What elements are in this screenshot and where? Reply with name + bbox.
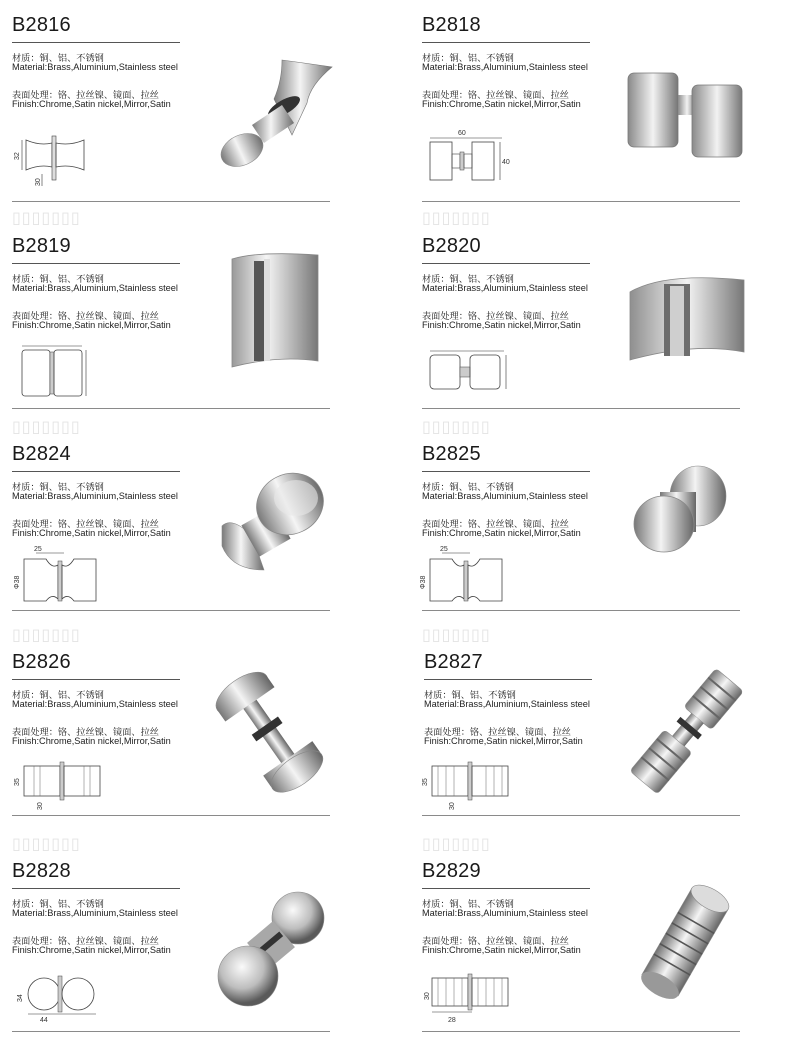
title-underline [12,42,180,43]
title-underline [422,263,590,264]
product-photo-b2818 [622,65,752,175]
section-divider [12,1031,330,1032]
product-photo-b2825 [630,462,730,572]
watermark-text: ▯▯▯▯▯▯▯ [12,625,81,644]
material-cn: 材质：铜、铝、不锈钢 [422,899,514,909]
finish-en: Finish:Chrome,Satin nickel,Mirror,Satin [422,528,581,538]
dimension-label: 30 [424,992,431,1000]
material-cn: 材质：铜、铝、不锈钢 [12,274,104,284]
material-cn: 材质：铜、铝、不锈钢 [424,690,516,700]
title-underline [422,42,590,43]
product-photo-b2816 [212,55,342,185]
dimension-label: 28 [448,1017,456,1024]
material-en: Material:Brass,Aluminium,Stainless steel [12,283,178,293]
finish-cn: 表面处理：铬、拉丝镍、镜面、拉丝 [424,727,571,737]
product-code: B2828 [12,860,71,882]
dimension-drawing [420,972,520,1027]
dimension-label: 25 [440,546,448,553]
finish-cn: 表面处理：铬、拉丝镍、镜面、拉丝 [422,90,569,100]
title-underline [12,263,180,264]
product-code: B2827 [424,651,483,673]
dimension-drawing [422,126,532,186]
finish-en: Finish:Chrome,Satin nickel,Mirror,Satin [12,736,171,746]
dimension-label: 30 [449,802,456,810]
product-photo-b2829 [630,880,740,1005]
finish-en: Finish:Chrome,Satin nickel,Mirror,Satin [422,99,581,109]
product-photo-b2819 [228,245,328,375]
product-code: B2816 [12,14,71,36]
watermark-text: ▯▯▯▯▯▯▯ [422,625,491,644]
dimension-drawing [12,543,112,605]
title-underline [422,888,590,889]
finish-en: Finish:Chrome,Satin nickel,Mirror,Satin [12,320,171,330]
material-cn: 材质：铜、铝、不锈钢 [12,899,104,909]
finish-en: Finish:Chrome,Satin nickel,Mirror,Satin [12,945,171,955]
dimension-label: 30 [37,802,44,810]
dimension-drawing [14,340,104,400]
dimension-label: Φ38 [420,575,427,589]
finish-en: Finish:Chrome,Satin nickel,Mirror,Satin [422,945,581,955]
watermark-text: ▯▯▯▯▯▯▯ [422,208,491,227]
material-cn: 材质：铜、铝、不锈钢 [422,53,514,63]
finish-en: Finish:Chrome,Satin nickel,Mirror,Satin [12,99,171,109]
finish-en: Finish:Chrome,Satin nickel,Mirror,Satin [422,320,581,330]
finish-cn: 表面处理：铬、拉丝镍、镜面、拉丝 [12,936,159,946]
material-cn: 材质：铜、铝、不锈钢 [12,690,104,700]
product-photo-b2827 [624,664,749,799]
title-underline [12,679,180,680]
section-divider [12,610,330,611]
dimension-label: 40 [502,159,510,166]
material-en: Material:Brass,Aluminium,Stainless steel [424,699,590,709]
material-en: Material:Brass,Aluminium,Stainless steel [422,283,588,293]
watermark-text: ▯▯▯▯▯▯▯ [422,834,491,853]
title-underline [12,471,180,472]
material-cn: 材质：铜、铝、不锈钢 [12,482,104,492]
material-cn: 材质：铜、铝、不锈钢 [12,53,104,63]
dimension-label: 25 [34,546,42,553]
section-divider [12,815,330,816]
product-code: B2819 [12,235,71,257]
material-en: Material:Brass,Aluminium,Stainless steel [12,62,178,72]
dimension-drawing [12,130,112,190]
dimension-drawing [424,345,524,395]
title-underline [424,679,592,680]
title-underline [422,471,590,472]
product-code: B2820 [422,235,481,257]
section-divider [422,815,740,816]
dimension-drawing [416,543,516,605]
product-photo-b2826 [210,668,330,798]
product-code: B2818 [422,14,481,36]
section-divider [12,201,330,202]
finish-cn: 表面处理：铬、拉丝镍、镜面、拉丝 [422,311,569,321]
finish-cn: 表面处理：铬、拉丝镍、镜面、拉丝 [12,727,159,737]
section-divider [12,408,330,409]
dimension-label: 44 [40,1017,48,1024]
finish-cn: 表面处理：铬、拉丝镍、镜面、拉丝 [12,90,159,100]
finish-en: Finish:Chrome,Satin nickel,Mirror,Satin [424,736,583,746]
watermark-text: ▯▯▯▯▯▯▯ [12,834,81,853]
material-en: Material:Brass,Aluminium,Stainless steel [422,62,588,72]
material-en: Material:Brass,Aluminium,Stainless steel [12,908,178,918]
material-cn: 材质：铜、铝、不锈钢 [422,482,514,492]
dimension-label: 35 [422,778,429,786]
title-underline [12,888,180,889]
watermark-text: ▯▯▯▯▯▯▯ [12,417,81,436]
section-divider [422,610,740,611]
dimension-drawing [420,758,520,813]
dimension-label: 32 [14,152,21,160]
finish-cn: 表面处理：铬、拉丝镍、镜面、拉丝 [12,311,159,321]
dimension-drawing [12,972,112,1027]
product-photo-b2820 [624,262,754,372]
product-code: B2826 [12,651,71,673]
product-photo-b2828 [214,888,334,1018]
finish-en: Finish:Chrome,Satin nickel,Mirror,Satin [12,528,171,538]
dimension-label: 35 [14,778,21,786]
product-code: B2824 [12,443,71,465]
finish-cn: 表面处理：铬、拉丝镍、镜面、拉丝 [12,519,159,529]
product-photo-b2824 [212,466,332,576]
material-en: Material:Brass,Aluminium,Stainless steel [422,491,588,501]
finish-cn: 表面处理：铬、拉丝镍、镜面、拉丝 [422,519,569,529]
product-code: B2829 [422,860,481,882]
product-code: B2825 [422,443,481,465]
dimension-drawing [12,758,112,813]
dimension-label: 34 [17,994,24,1002]
section-divider [422,201,740,202]
watermark-text: ▯▯▯▯▯▯▯ [422,417,491,436]
material-cn: 材质：铜、铝、不锈钢 [422,274,514,284]
material-en: Material:Brass,Aluminium,Stainless steel [12,699,178,709]
dimension-label: 30 [35,178,42,186]
watermark-text: ▯▯▯▯▯▯▯ [12,208,81,227]
dimension-label: 60 [458,130,466,137]
dimension-label: Φ38 [14,575,21,589]
material-en: Material:Brass,Aluminium,Stainless steel [12,491,178,501]
material-en: Material:Brass,Aluminium,Stainless steel [422,908,588,918]
finish-cn: 表面处理：铬、拉丝镍、镜面、拉丝 [422,936,569,946]
section-divider [422,1031,740,1032]
section-divider [422,408,740,409]
